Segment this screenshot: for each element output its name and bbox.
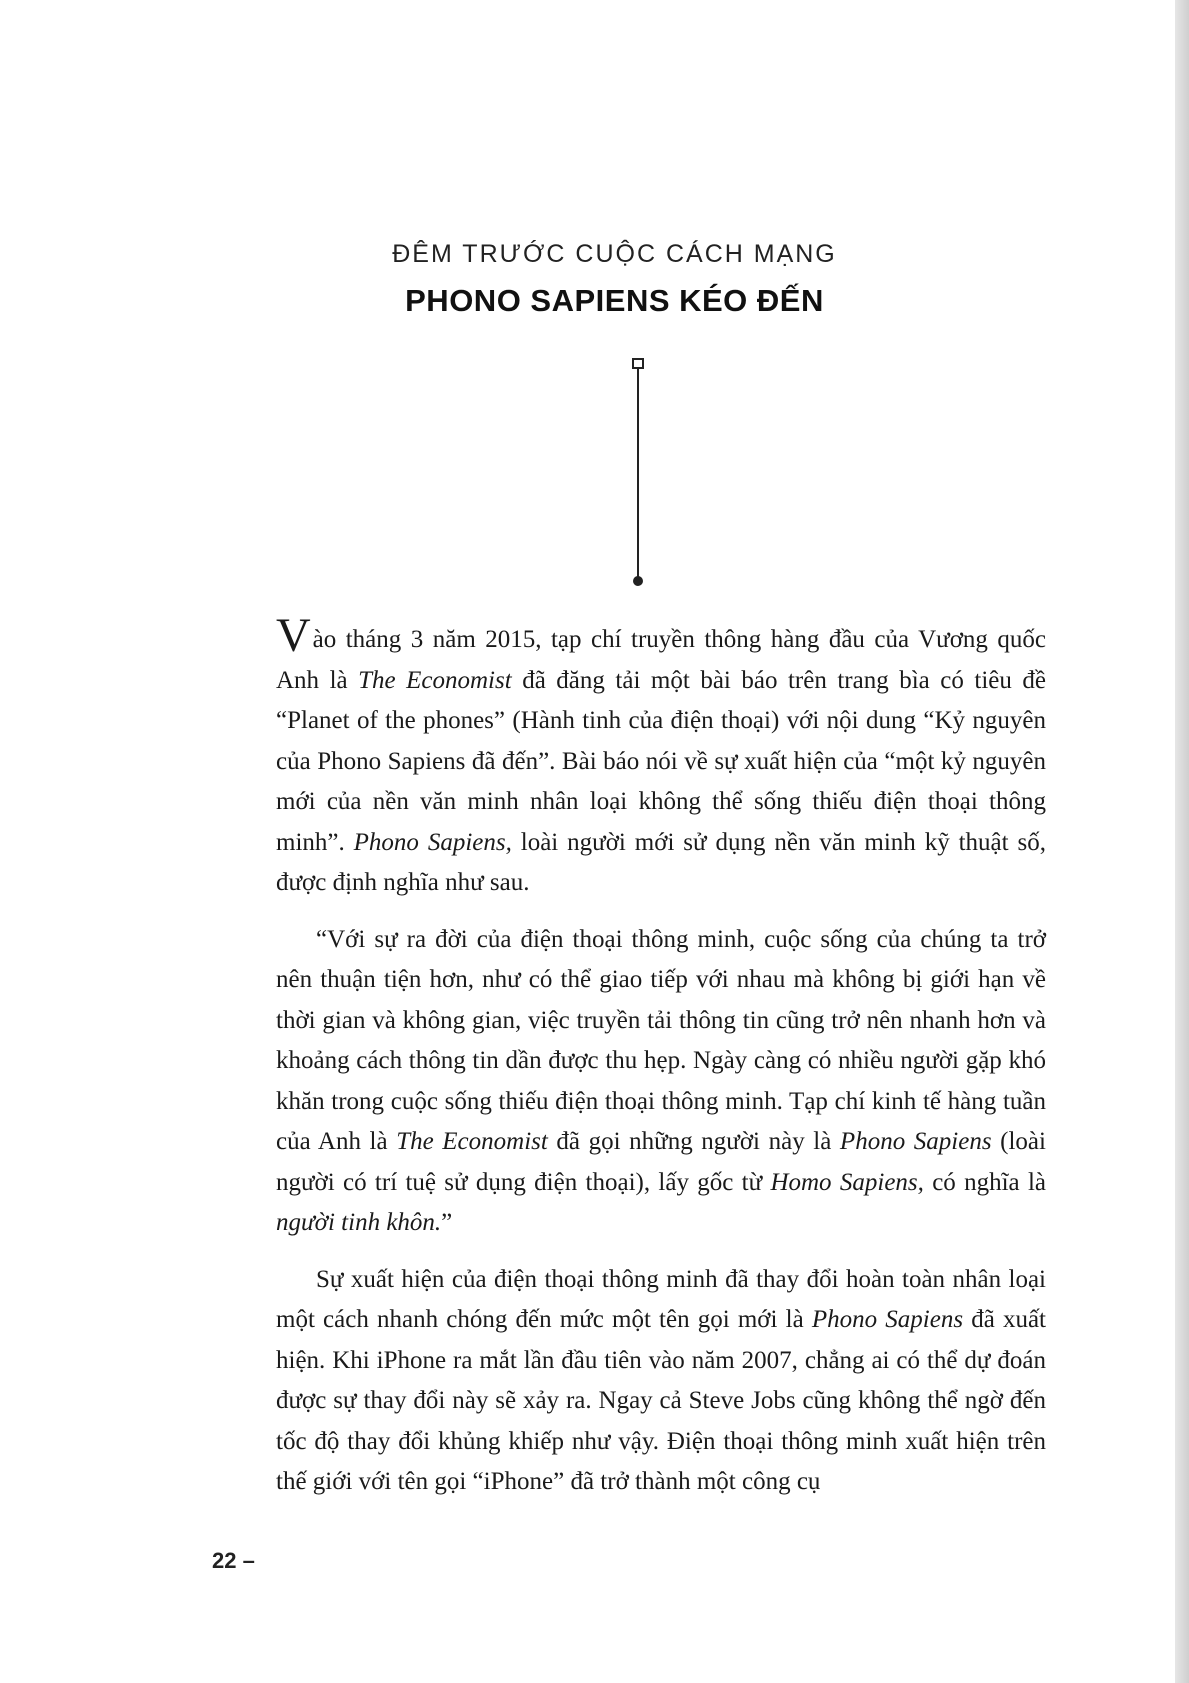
page-number: 22 –	[212, 1548, 255, 1573]
paragraph	[276, 1260, 1046, 1503]
italic-text: người tinh khôn.	[276, 1209, 442, 1236]
text-segment: Sự xuất hiện của điện thoại thông minh đã thay đổi hoàn toàn nhân loại một cách nhanh chóng đến mức một tên gọi mới là	[276, 1265, 1046, 1333]
text-segment: “Với sự ra đời của điện thoại thông minh, cuộc sống của chúng ta trở nên thuận tiện hơn, như có thể giao tiếp với nhau mà không bị giới hạn về thời gian và không gian, việc truyền tải thông tin cũng trở nên nhanh hơn và khoảng cách thông tin dần được thu hẹp. Ngày càng có nhiều người gặp khó khăn trong cuộc sống thiếu điện thoại thông minh. Tạp chí kinh tế hàng tuần của Anh là	[276, 925, 1046, 1155]
text-segment: có nghĩa là	[923, 1168, 1046, 1196]
text-segment: đã gọi những người này là	[547, 1128, 840, 1155]
italic-text: Phono Sapiens,	[353, 828, 512, 856]
italic-text: Phono Sapiens	[811, 1306, 964, 1333]
text-segment: loài người mới sử dụng nền văn minh kỹ thuật số, được định nghĩa như sau.	[276, 828, 1046, 896]
italic-text: Homo Sapiens,	[770, 1168, 924, 1196]
drop-cap: V	[276, 609, 311, 662]
body-text	[276, 609, 1047, 1519]
text-segment: ”	[441, 1209, 453, 1236]
italic-text: The Economist	[396, 1128, 548, 1155]
text-segment: đã xuất hiện. Khi iPhone ra mắt lần đầu tiên vào năm 2007, chẳng ai có thể dự đoán được sự thay đổi này sẽ xảy ra. Ngay cả Steve Jobs cũng không thể ngờ đến tốc độ thay đổi khủng khiếp như vậy. Điện thoại thông minh xuất hiện trên thế giới với tên gọi “iPhone” đã trở thành một công cụ	[276, 1306, 1047, 1495]
italic-text: Phono Sapiens	[839, 1128, 992, 1155]
chapter-heading	[0, 240, 1189, 319]
italic-text: The Economist	[358, 666, 512, 694]
chapter-kicker: ĐÊM TRƯỚC CUỘC CÁCH MẠNG	[392, 240, 837, 268]
text-segment: (loài người có trí tuệ sử dụng điện thoại), lấy gốc từ	[276, 1128, 1046, 1196]
paragraph	[276, 609, 1046, 904]
text-segment: đã đăng tải một bài báo trên trang bìa có tiêu đề “Planet of the phones” (Hành tinh của điện thoại) với nội dung “Kỷ nguyên của Phono Sapiens đã đến”. Bài báo nói về sự xuất hiện của “một kỷ nguyên mới của nền văn minh nhân loại không thể sống thiếu điện thoại thông minh”.	[276, 666, 1046, 856]
paragraph	[276, 920, 1046, 1244]
divider-ornament-icon	[631, 358, 645, 588]
text-segment: ào tháng 3 năm 2015, tạp chí truyền thông hàng đầu của Vương quốc Anh là	[276, 626, 1046, 694]
chapter-title: PHONO SAPIENS KÉO ĐẾN	[405, 283, 824, 318]
